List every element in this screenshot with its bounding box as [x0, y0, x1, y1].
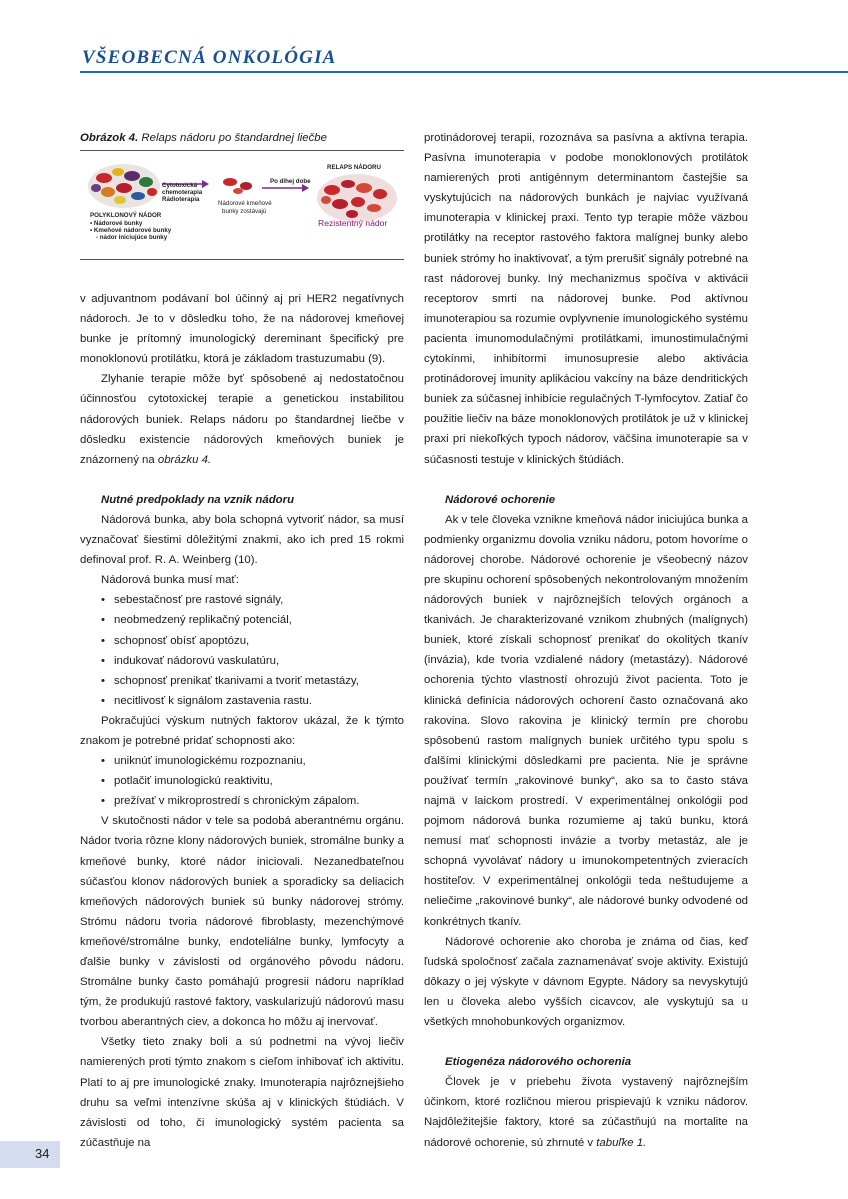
paragraph [80, 369, 404, 469]
label-resistant: Rezistentný nádor [318, 218, 388, 228]
paragraph: protinádorovej terapii, rozoznáva sa pasívna a aktívna terapia. Pasívna imunoterapia v podobe monoklonových protilátok namierených proti antigénnym determinantom častejšie sa vyskytujúcich na nádorových bunkách je najviac využívaná imunoterapia v klinickej praxi. Tento typ terapie môže väzbou protilátky na receptor rastového faktora malígnej bunky alebo buniek strómy ho inaktivovať, a tým prerušiť signály potrebné na rast nádorovej bunky. Iný mechanizmus spočíva v aktivácii receptorov smrti na nádorovej bunke. Pod aktívnou imunoterapiou sa rozumie ovplyvnenie imunologického systému pacienta imunomodulačnými protilátkami, imunostimulačnými cytokínmi, inhibítormi imunosupresie alebo aktivácia protinádorovej imunity aplikáciou vakcíny na báze dendritických buniek za súčasnej inhibície regulačných T-lymfocytov. Zatiaľ čo použitie liečiv na báze monoklonových protilátok je už v klinickej praxi pri niekoľkých typoch nádorov, väčšina imunoterapie sa v súčasnosti testuje v klinických štúdiách. [424, 132, 748, 466]
figure-reference: obrázku 4. [157, 453, 212, 466]
immune-hallmarks-list [80, 751, 404, 811]
list-item: • sebestačnosť pre rastové signály, [101, 590, 404, 610]
list-item: • neobmedzený replikačný potenciál, [101, 610, 404, 630]
list-item: • potlačiť imunologickú reaktivitu, [101, 771, 404, 791]
paragraph [424, 1072, 748, 1152]
spacer [424, 470, 748, 490]
section-heading: Nutné predpoklady na vznik nádoru [101, 493, 295, 506]
page-number-box [0, 1141, 60, 1168]
label-time: Po dlhej dobe [270, 178, 311, 185]
figure-top-rule [80, 150, 404, 151]
paragraph-text: Zlyhanie terapie môže byť spôsobené aj nedostatočnou účinnosťou cytotoxickej terapie a genetickou instabilitou nádorových buniek. Relaps nádoru po štandardnej liečbe v dôsledku existencie nádorových kmeňových buniek je znázornený na [80, 373, 404, 466]
label-chemotherapy: chemoterapia [162, 189, 203, 196]
label-radiotherapy: Rádioterapia [162, 196, 200, 203]
label-cytotoxic: Cytotoxická [162, 182, 198, 189]
paragraph: V skutočnosti nádor v tele sa podobá aberantnému orgánu. Nádor tvoria rôzne klony nádorových buniek, stromálne bunky a kmeňové bunky, ktoré nádor iniciovali. Nezanedbateľnou súčasťou klonov nádorových buniek a sporadicky sa deliacich kmeňových nádorových buniek sú bunky nádorovej strómy. Strómu nádoru tvoria nádorové fibroblasty, mezenchýmové kmeňové/stromálne bunky, endoteliálne bunky, lymfocyty a ďalšie bunky v závislosti od orgánového pôvodu nádoru. Stromálne bunky často pomáhajú progresii nádoru napríklad tým, že produkujú rastové faktory, vaskularizujú nádorovú masu tvorbou aberantných ciev, a dokonca ho môžu aj inervovať. [80, 815, 404, 1029]
paragraph-text: Človek je v priebehu života vystavený najrôznejším účinkom, ktoré rozličnou mierou prispievajú k vzniku nádorov. Najdôležitejšie faktory, ktoré sa zúčastňujú na mortalite na nádorové ochorenie, sú zhrnuté v [424, 1076, 748, 1149]
paragraph: Nádorová bunka, aby bola schopná vytvoriť nádor, sa musí vyznačovať šiestimi dôležitými znakmi, ako ich pred 15 rokmi definoval prof. R. A. Weinberg (10). [80, 513, 404, 567]
paragraph: Všetky tieto znaky boli a sú podnetmi na vývoj liečiv namierených proti týmto znakom s cieľom inhibovať ich aktivitu. Platí to aj pre imunologické znaky. Imunoterapia najrôznejšieho druhu sa veľmi intenzívne skúša aj v klinických štúdiách. V závislosti od toho, či imunologický systém pacienta sa zúčastňuje na [80, 1036, 404, 1149]
right-column [424, 128, 748, 1153]
section-heading: Nádorové ochorenie [445, 493, 556, 506]
label-remaining-2: bunky zostávajú [222, 208, 267, 215]
paragraph: Nádorové ochorenie ako choroba je známa od čias, keď ľudská spoločnosť začala zaznamenávať svoje aktivity. Existujú dôkazy o jej výskyte v dávnom Egypte. Nádory sa nevyskytujú len u človeka alebo vyšších cicavcov, ale vyskytujú sa u všetkých mnohobunkových organizmov. [424, 935, 748, 1029]
remaining-stem-cells [223, 178, 252, 194]
figure-caption-text: Relaps nádoru po štandardnej liečbe [138, 132, 327, 144]
label-item-3: - nádor iniciujúce bunky [96, 234, 168, 241]
paragraph: Nádorová bunka musí mať: [101, 574, 239, 587]
list-item: • indukovať nádorovú vaskulatúru, [101, 651, 404, 671]
spacer [424, 1032, 748, 1052]
spacer [80, 470, 404, 490]
figure-caption [80, 128, 404, 148]
list-item: • schopnosť obísť apoptózu, [101, 631, 404, 651]
label-polyclonal: POLYKLONOVÝ NÁDOR [90, 212, 162, 219]
paragraph: Ak v tele človeka vznikne kmeňová nádor iniciujúca bunka a podmienky organizmu dovolia vzniku nádoru, potom hovoríme o nádorovej chorobe. Nádorové ochorenie je všeobecný názov pre skupinu ochorení spôsobených nekontrolovaným množením nádorových buniek v najrôznejších telových orgánoch a tkanivách. Je charakterizované vznikom zhubných (malígnych) buniek, ktoré získali schopnosť prenikať do okolitých tkanív (invázia), kde tvoria vzdialené nádory (metastázy). Nádorové ochorenia týchto vlastností ohrozujú život pacienta. Toto je klinická definícia nádorových ochorení často označovaná ako rakovina. Slovo rakovina je klinický termín pre chorobu spôsobenú rastom malígnych buniek určitého typu spolu s ďalšími klinickými dôsledkami pre pacienta. Nie je správne používať termín „rakovinové bunky“, ako sa to často stáva najmä v laickom prostredí. V experimentálnej onkológii pod pojmom nádorová bunka rozumieme aj takú bunku, ktorá nemusí mať schopnosti invázie a tvorby metastáz, ale je schopná vyvolávať nádory u imunokompetentných zvieracích hostiteľov. V experimentálnej onkológii teda neštudujeme a neliečime „rakovinové bunky“, ale nádorové bunky odvodené od konkrétnych tkanív. [424, 513, 748, 928]
hallmarks-list [80, 590, 404, 711]
left-column [80, 289, 404, 1153]
label-remaining-1: Nádorové kmeňové [218, 200, 272, 207]
list-item: • prežívať v mikroprostredí s chronickým zápalom. [101, 791, 404, 811]
figure-bottom-rule [80, 259, 404, 260]
paragraph: Pokračujúci výskum nutných faktorov ukázal, že k týmto znakom je potrebné pridať schopnosti ako: [80, 714, 404, 747]
page-number: 34 [35, 1146, 50, 1161]
header-rule [80, 71, 848, 73]
figure-caption-label: Obrázok 4. [80, 132, 139, 144]
table-reference: tabuľke 1. [596, 1136, 647, 1149]
label-item-1: • Nádorové bunky [90, 220, 143, 227]
list-item: • schopnosť prenikať tkanivami a tvoriť metastázy, [101, 671, 404, 691]
list-item: • necitlivosť k signálom zastavenia rastu. [101, 691, 404, 711]
list-item: • uniknúť imunologickému rozpoznaniu, [101, 751, 404, 771]
paragraph: v adjuvantnom podávaní bol účinný aj pri HER2 negatívnych nádoroch. Je to v dôsledku toho, že na nádorovej kmeňovej bunke je prítomný imunologický dereminant špecifický pre monoklonovú protilátku, ktorá je základom trastuzumabu (9). [80, 293, 404, 366]
section-title: VŠEOBECNÁ ONKOLÓGIA [82, 47, 337, 68]
figure-relapse-diagram [82, 158, 402, 254]
label-relapse: RELAPS NÁDORU [327, 164, 381, 171]
label-item-2: • Kmeňové nádorové bunky [90, 227, 172, 234]
section-heading: Etiogenéza nádorového ochorenia [445, 1056, 632, 1069]
